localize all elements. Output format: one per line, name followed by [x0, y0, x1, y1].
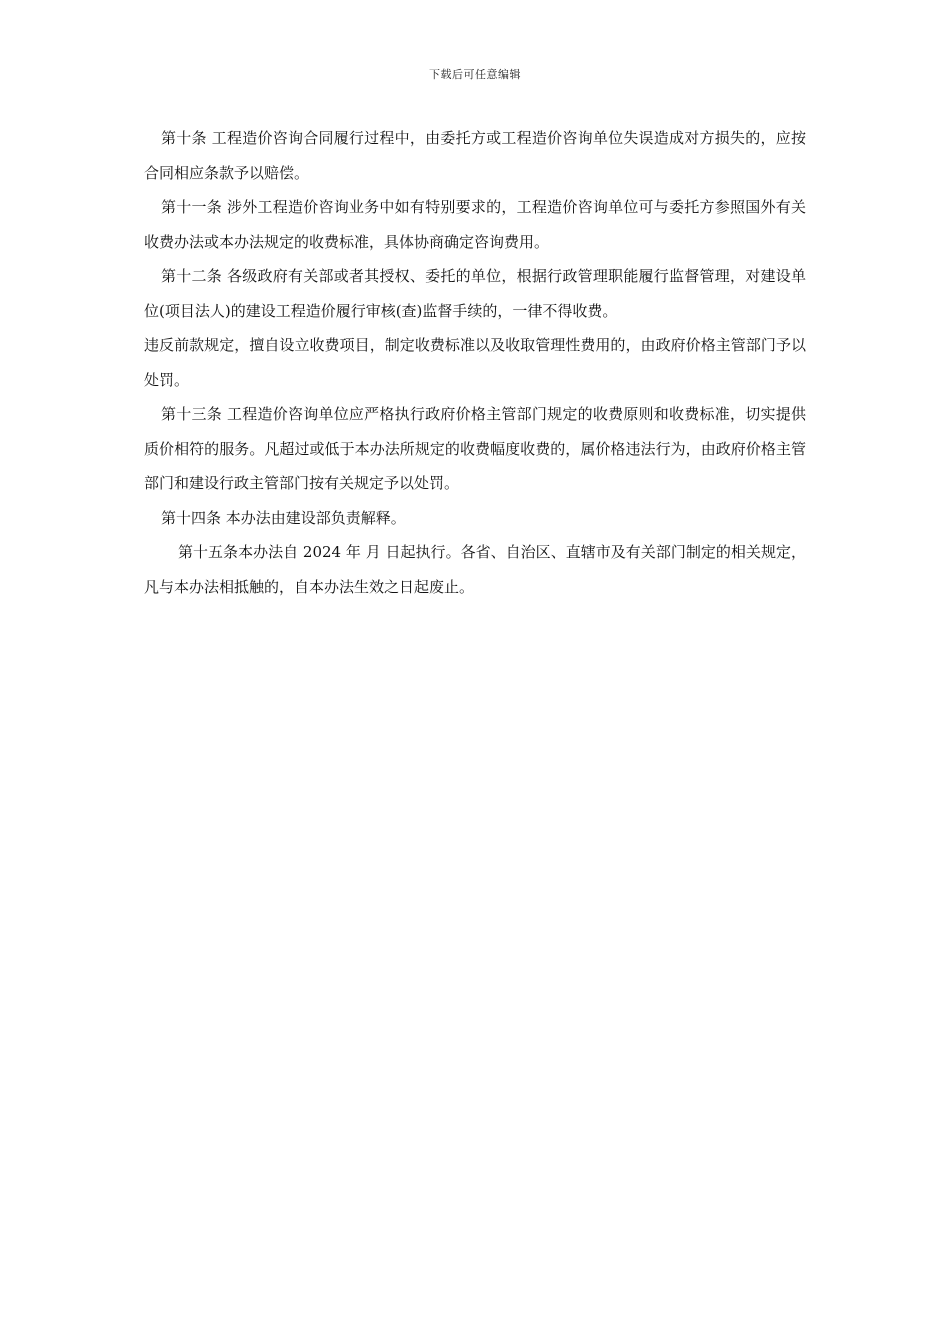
article-10: 第十条 工程造价咨询合同履行过程中，由委托方或工程造价咨询单位失误造成对方损失的，应按合同相应条款予以赔偿。 [144, 129, 806, 182]
document-body [144, 121, 806, 604]
article-12-clause: 违反前款规定，擅自设立收费项目，制定收费标准以及收取管理性费用的，由政府价格主管部门予以处罚。 [144, 336, 806, 389]
article-12: 第十二条 各级政府有关部或者其授权、委托的单位，根据行政管理职能履行监督管理，对建设单位(项目法人)的建设工程造价履行审核(查)监督手续的，一律不得收费。 [144, 267, 806, 320]
article-14: 第十四条 本办法由建设部负责解释。 [161, 508, 406, 527]
article-11: 第十一条 涉外工程造价咨询业务中如有特别要求的，工程造价咨询单位可与委托方参照国外有关收费办法或本办法规定的收费标准，具体协商确定咨询费用。 [144, 198, 806, 251]
article-13: 第十三条 工程造价咨询单位应严格执行政府价格主管部门规定的收费原则和收费标准，切实提供质价相符的服务。凡超过或低于本办法所规定的收费幅度收费的，属价格违法行为，由政府价格主管部门和建设行政主管部门按有关规定予以处罚。 [144, 405, 806, 492]
page-header: 下载后可任意编辑 [429, 68, 521, 81]
article-15: 第十五条本办法自 2024 年 月 日起执行。各省、自治区、直辖市及有关部门制定的相关规定，凡与本办法相抵触的，自本办法生效之日起废止。 [144, 543, 806, 596]
